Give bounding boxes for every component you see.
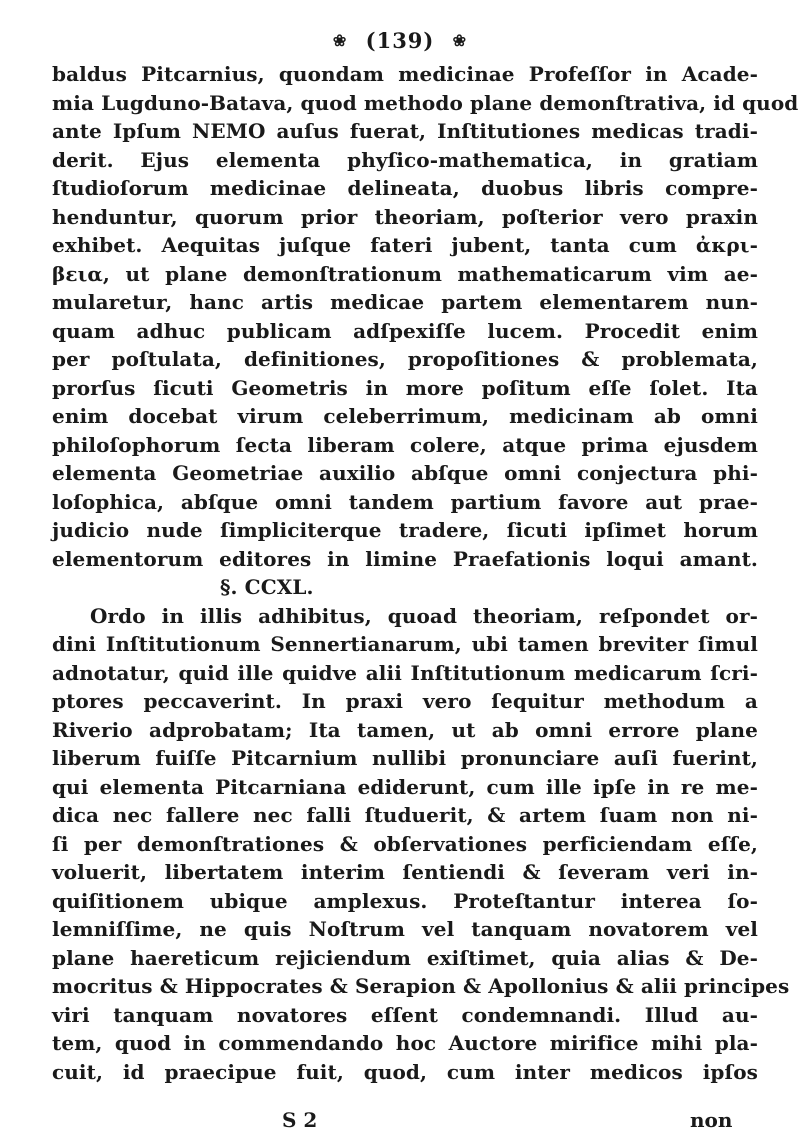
text-line: henduntur, quorum prior theoriam, poſterior vero praxin [52, 204, 758, 229]
text-line: ptores peccaverint. In praxi vero ſequitur methodum a [52, 689, 758, 713]
text-line: exhibet. Aequitas juſque fateri jubent, tanta cum ἀκρι- [52, 233, 758, 257]
text-line: loſophica, abſque omni tandem partium favore aut prae- [52, 489, 758, 514]
text-line: dica nec fallere nec falli ſtuduerit, & artem ſuam non ni- [52, 803, 758, 827]
text-line: ante Ipſum NEMO auſus fuerat, Inſtitutiones medicas tradi- [52, 119, 758, 143]
text-line: ſtudioſorum medicinae delineata, duobus libris compre- [52, 176, 758, 200]
text-line: dini Inſtitutionum Sennertianarum, ubi tamen breviter ſimul [52, 632, 758, 656]
text-line: βεια, ut plane demonſtrationum mathematicarum vim ae- [52, 261, 758, 286]
text-line: viri tanquam novatores eſſent condemnandi. Illud au- [52, 1002, 758, 1027]
text-line: elementa Geometriae auxilio abſque omni conjectura phi- [52, 461, 758, 485]
left-ornament-icon: ❀ [332, 31, 348, 50]
text-line: lemniſſime, ne quis Noſtrum vel tanquam novatorem vel [52, 917, 758, 941]
text-line: Riverio adprobatam; Ita tamen, ut ab omni errore plane [52, 717, 758, 742]
page-number: (139) [365, 28, 435, 53]
text-line: elementorum editores in limine Praefationis loqui amant. [52, 546, 758, 571]
text-line: judicio nude ſimpliciterque tradere, ſicuti ipſimet horum [52, 518, 758, 542]
signature-mark: S 2 [282, 1108, 318, 1132]
text-line: derit. Ejus elementa phyſico-mathematica, in gratiam [52, 147, 758, 172]
text-line: mocritus & Hippocrates & Serapion & Apollonius & alii principes [52, 974, 790, 998]
text-line: liberum fuiſſe Pitcarnium nullibi pronunciare auſi fuerint, [52, 746, 758, 770]
text-line: quiſitionem ubique amplexus. Proteſtantur interea ſo- [52, 888, 758, 913]
body-text [52, 60, 799, 1086]
text-line: baldus Pitcarnius, quondam medicinae Profeſſor in Acade- [52, 62, 758, 86]
text-line: qui elementa Pitcarniana ediderunt, cum ille ipſe in re me- [52, 774, 758, 799]
text-line: cuit, id praecipue fuit, quod, cum inter medicos ipſos [52, 1059, 758, 1084]
text-line: Ordo in illis adhibitus, quoad theoriam, reſpondet or- [90, 603, 758, 628]
page-header [0, 28, 800, 53]
text-line: philoſophorum ſecta liberam colere, atque prima ejusdem [52, 432, 758, 457]
section-heading: §. CCXL. [220, 575, 314, 599]
text-line: prorſus ſicuti Geometris in more poſitum eſſe ſolet. Ita [52, 375, 758, 400]
text-line: ſi per demonſtrationes & obſervationes perficiendam eſſe, [52, 831, 758, 856]
catchword: non [690, 1108, 733, 1132]
text-line: mularetur, hanc artis medicae partem elementarem nun- [52, 290, 758, 314]
right-ornament-icon: ❀ [452, 31, 468, 50]
text-line: per poſtulata, definitiones, propoſitiones & problemata, [52, 347, 758, 371]
text-line: adnotatur, quid ille quidve alii Inſtitutionum medicarum ſcri- [52, 660, 758, 685]
catchline [0, 1108, 800, 1134]
text-line: mia Lugduno-Batava, quod methodo plane demonſtrativa, id quod [52, 90, 799, 115]
text-line: plane haereticum rejiciendum exiſtimet, quia alias & De- [52, 945, 758, 970]
text-line: enim docebat virum celeberrimum, medicinam ab omni [52, 404, 758, 428]
text-line: tem, quod in commendando hoc Auctore mirifice mihi pla- [52, 1031, 758, 1055]
text-line: quam adhuc publicam adſpexiſſe lucem. Procedit enim [52, 318, 758, 343]
text-line: voluerit, libertatem interim ſentiendi & ſeveram veri in- [52, 860, 758, 884]
